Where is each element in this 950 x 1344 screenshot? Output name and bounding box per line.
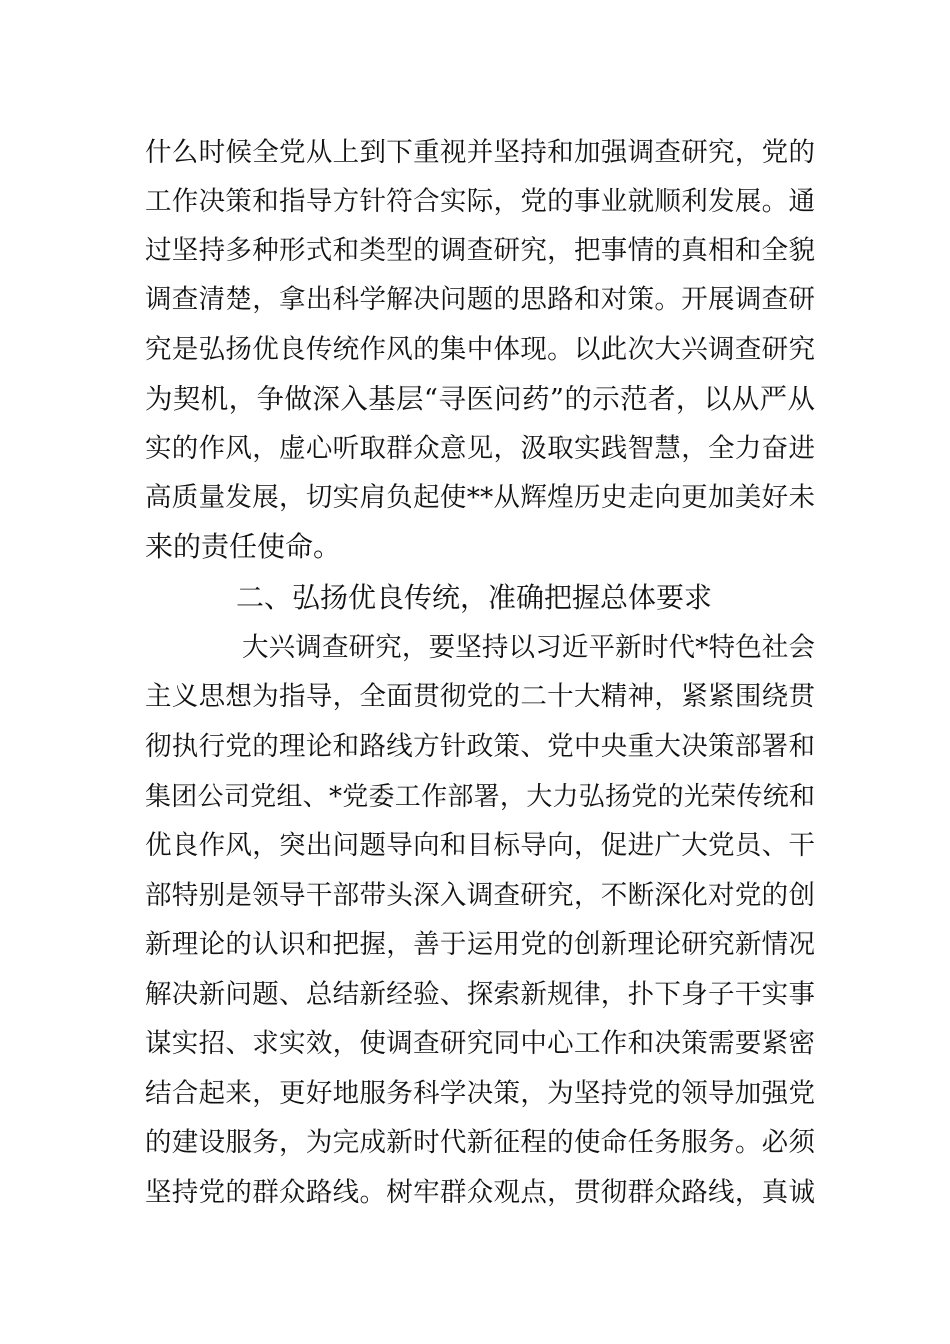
paragraph-line: 彻执行党的理论和路线方针政策、党中央重大决策部署和 [145, 731, 815, 762]
paragraph-line: 部特别是领导干部带头深入调查研究，不断深化对党的创 [145, 880, 815, 911]
paragraph-line: 优良作风，突出问题导向和目标导向，促进广大党员、干 [145, 830, 815, 861]
paragraph-line: 大兴调查研究，要坚持以习近平新时代*特色社会 [242, 632, 815, 663]
paragraph-line: 主义思想为指导，全面贯彻党的二十大精神，紧紧围绕贯 [145, 681, 815, 712]
paragraph-line: 究是弘扬优良传统作风的集中体现。以此次大兴调查研究 [145, 334, 815, 365]
paragraph-line: 什么时候全党从上到下重视并坚持和加强调查研究，党的 [145, 137, 815, 168]
paragraph-line: 的建设服务，为完成新时代新征程的使命任务服务。必须 [145, 1127, 815, 1158]
paragraph-line: 新理论的认识和把握，善于运用党的创新理论研究新情况 [145, 929, 815, 960]
paragraph-line: 调查清楚，拿出科学解决问题的思路和对策。开展调查研 [145, 284, 815, 315]
paragraph-line: 解决新问题、总结新经验、探索新规律，扑下身子干实事 [145, 979, 815, 1010]
paragraph-line: 高质量发展，切实肩负起使**从辉煌历史走向更加美好未 [145, 482, 815, 513]
paragraph-line: 谋实招、求实效，使调查研究同中心工作和决策需要紧密 [145, 1028, 815, 1059]
paragraph-line: 实的作风，虚心听取群众意见，汲取实践智慧，全力奋进 [145, 433, 815, 464]
paragraph-line: 坚持党的群众路线。树牢群众观点，贯彻群众路线，真诚 [145, 1177, 815, 1208]
paragraph-line: 来的责任使命。 [145, 530, 342, 563]
paragraph-line: 集团公司党组、*党委工作部署，大力弘扬党的光荣传统和 [145, 782, 815, 812]
section-heading: 二、弘扬优良传统，准确把握总体要求 [236, 581, 713, 614]
paragraph-line: 结合起来，更好地服务科学决策，为坚持党的领导加强党 [145, 1078, 815, 1109]
paragraph-line: 过坚持多种形式和类型的调查研究，把事情的真相和全貌 [145, 235, 815, 266]
paragraph-line: 工作决策和指导方针符合实际，党的事业就顺利发展。通 [145, 186, 815, 217]
paragraph-line: 为契机，争做深入基层“寻医问药”的示范者，以从严从 [145, 383, 815, 415]
